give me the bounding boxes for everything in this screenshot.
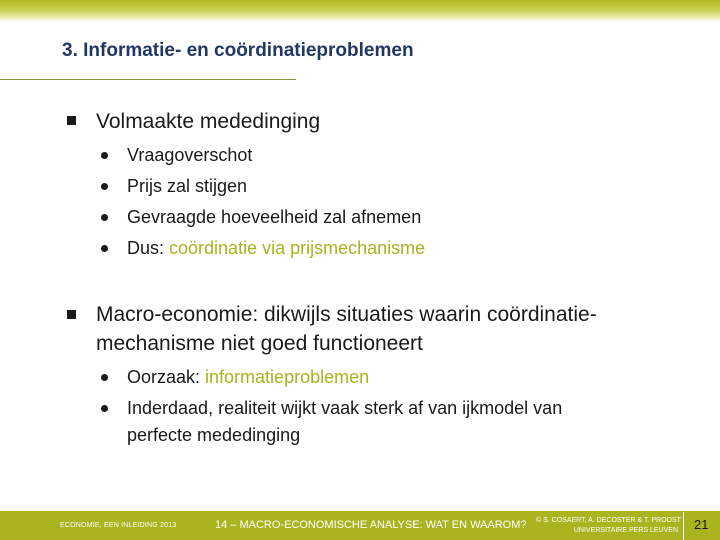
subitem-prefix: Dus: <box>127 238 170 258</box>
bullet-volmaakte-mededinging: Volmaakte mededinging <box>96 110 321 133</box>
subitem-inderdaad-line2: perfecte mededinging <box>127 425 301 445</box>
dot-bullet-icon <box>101 245 108 252</box>
subitem-hoeveelheid-afnemen: Gevraagde hoeveelheid zal afnemen <box>127 207 422 227</box>
footer-copyright-authors: © S. COSAERT, A. DECOSTER & T. PROOST <box>536 517 681 524</box>
footer-book-title: ECONOMIE, EEN INLEIDING 2013 <box>60 522 177 529</box>
square-bullet-icon <box>67 310 76 319</box>
bullet-macro-economie-line1: Macro-economie: dikwijls situaties waarin coördinatie- <box>96 303 597 326</box>
subitem-prefix: Oorzaak: <box>127 367 206 387</box>
footer-copyright <box>536 516 681 536</box>
dot-bullet-icon <box>101 214 108 221</box>
subitem-dus-coordinatie <box>127 237 425 260</box>
footer-divider <box>683 512 684 540</box>
title-underline <box>0 79 296 80</box>
dot-bullet-icon <box>101 183 108 190</box>
page-number: 21 <box>694 517 709 532</box>
slide-title: 3. Informatie- en coördinatieproblemen <box>62 40 414 61</box>
footer-copyright-publisher: UNIVERSITAIRE PERS LEUVEN <box>573 527 678 534</box>
dot-bullet-icon <box>101 374 108 381</box>
footer-chapter-title: 14 – MACRO-ECONOMISCHE ANALYSE: WAT EN WAAROM? <box>215 519 527 531</box>
dot-bullet-icon <box>101 152 108 159</box>
subitem-inderdaad-line1: Inderdaad, realiteit wijkt vaak sterk af van ijkmodel van <box>127 398 563 418</box>
subitem-oorzaak <box>127 366 369 389</box>
subitem-vraagoverschot: Vraagoverschot <box>127 145 253 165</box>
subitem-prijs-stijgen: Prijs zal stijgen <box>127 176 248 196</box>
bullet-macro-economie-line2: mechanisme niet goed functioneert <box>96 332 423 355</box>
square-bullet-icon <box>67 116 76 125</box>
dot-bullet-icon <box>101 405 108 412</box>
header-band <box>0 0 720 22</box>
accent-text: informatieproblemen <box>205 367 370 387</box>
accent-text: coördinatie via prijsmechanisme <box>169 238 426 258</box>
footer-bar <box>0 511 720 540</box>
